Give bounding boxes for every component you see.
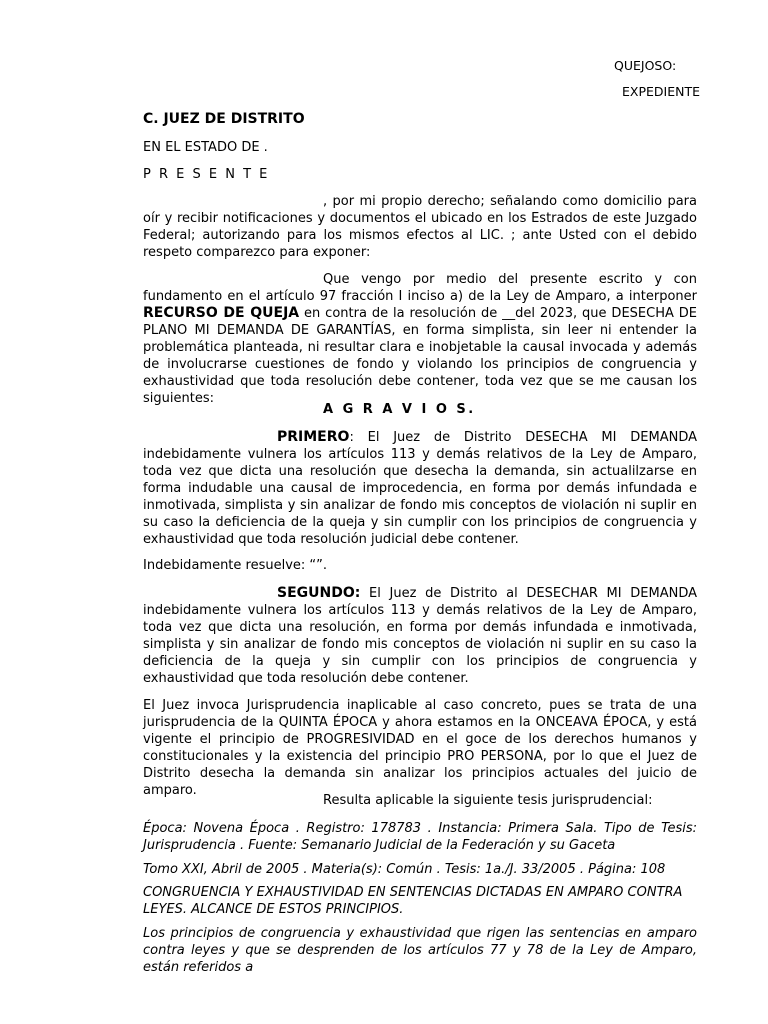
tesis-body: Los principios de congruencia y exhaustividad que rigen las sentencias en amparo contra leyes y que se desprenden de los artículos 77 y 78 de la Ley de Amparo, están referidos a (143, 926, 697, 975)
presente: P R E S E N T E (143, 167, 270, 182)
tesis-line1: Época: Novena Época . Registro: 178783 . Instancia: Primera Sala. Tipo de Tesis: Jurisprudencia . Fuente: Semanario Judicial de la Federación y su Gaceta (143, 821, 697, 853)
quejoso-label: QUEJOSO: (614, 58, 677, 73)
petition-paragraph (143, 271, 697, 407)
tesis-line2: Tomo XXI, Abril de 2005 . Materia(s): Común . Tesis: 1a./J. 33/2005 . Página: 108 (143, 862, 666, 877)
segundo-paragraph (143, 585, 697, 687)
primero-paragraph (143, 429, 697, 548)
intro-text: , por mi propio derecho; señalando como domicilio para oír y recibir notificaciones y documentos el ubicado en los Estrados de este Juzgado Federal; autorizando para los mismos efectos al LIC. ; ante Usted con el debido respeto comparezco para exponer: (143, 194, 697, 260)
intro-paragraph (143, 193, 697, 261)
petition-post: en contra de la resolución de __del 2023, que DESECHA DE PLANO MI DEMANDA DE GARANTÍAS, en forma simplista, sin leer ni entender la problemática planteada, ni resultar clara e inobjetable la causal invocada y además de involucrarse cuestiones de fondo y violando los principios de congruencia y exhaustividad que toda resolución debe contener, toda vez que se me causan los siguientes: (143, 306, 697, 406)
resuelve-line: Indebidamente resuelve: “”. (143, 558, 328, 573)
recurso-de-queja: RECURSO DE QUEJA (143, 305, 300, 321)
jurisprudencia-paragraph: El Juez invoca Jurisprudencia inaplicable al caso concreto, pues se trata de una jurisprudencia de la QUINTA ÉPOCA y ahora estamos en la ONCEAVA ÉPOCA, y está vigente el principio de PROGRESIVIDAD en el goce de los derechos humanos y constitucionales y la existencia del principio PRO PERSONA, por lo que el Juez de Distrito desecha la demanda sin analizar los principios actuales del juicio de amparo. (143, 698, 697, 798)
petition-pre: Que vengo por medio del presente escrito y con fundamento en el artículo 97 fracción I inciso a) de la Ley de Amparo, a interponer (143, 272, 697, 304)
primero-label: PRIMERO (277, 429, 350, 445)
segundo-text: El Juez de Distrito al DESECHAR MI DEMANDA indebidamente vulnera los artículos 113 y demás relativos de la Ley de Amparo, toda vez que dicta una resolución, en forma por demás infundada e inmotivada, simplista y sin analizar de fondo mis conceptos de violación ni suplir en su caso la deficiencia de la queja y sin cumplir con los principios de congruencia y exhaustividad que toda resolución debe contener. (143, 586, 697, 686)
expediente-label: EXPEDIENTE (622, 84, 700, 99)
tesis-title: CONGRUENCIA Y EXHAUSTIVIDAD EN SENTENCIAS DICTADAS EN AMPARO CONTRA LEYES. ALCANCE DE ESTOS PRINCIPIOS. (143, 885, 683, 917)
addressee-judge: C. JUEZ DE DISTRITO (143, 111, 305, 127)
primero-text: : El Juez de Distrito DESECHA MI DEMANDA indebidamente vulnera los artículos 113 y demás relativos de la Ley de Amparo, toda vez que dicta una resolución que desecha la demanda, sin actualilzarse en forma indudable una causal de improcedencia, en forma por demás infundada e inmotivada, simplista y sin analizar de fondo mis conceptos de violación ni suplir en su caso la deficiencia de la queja y sin cumplir con los principios de congruencia y exhaustividad que toda resolución judicial debe contener. (143, 430, 697, 547)
agravios-title: A G R A V I O S. (323, 402, 476, 417)
tesis-intro: Resulta aplicable la siguiente tesis jurisprudencial: (323, 793, 653, 808)
segundo-label: SEGUNDO: (277, 585, 361, 601)
addressee-state: EN EL ESTADO DE . (143, 140, 268, 155)
